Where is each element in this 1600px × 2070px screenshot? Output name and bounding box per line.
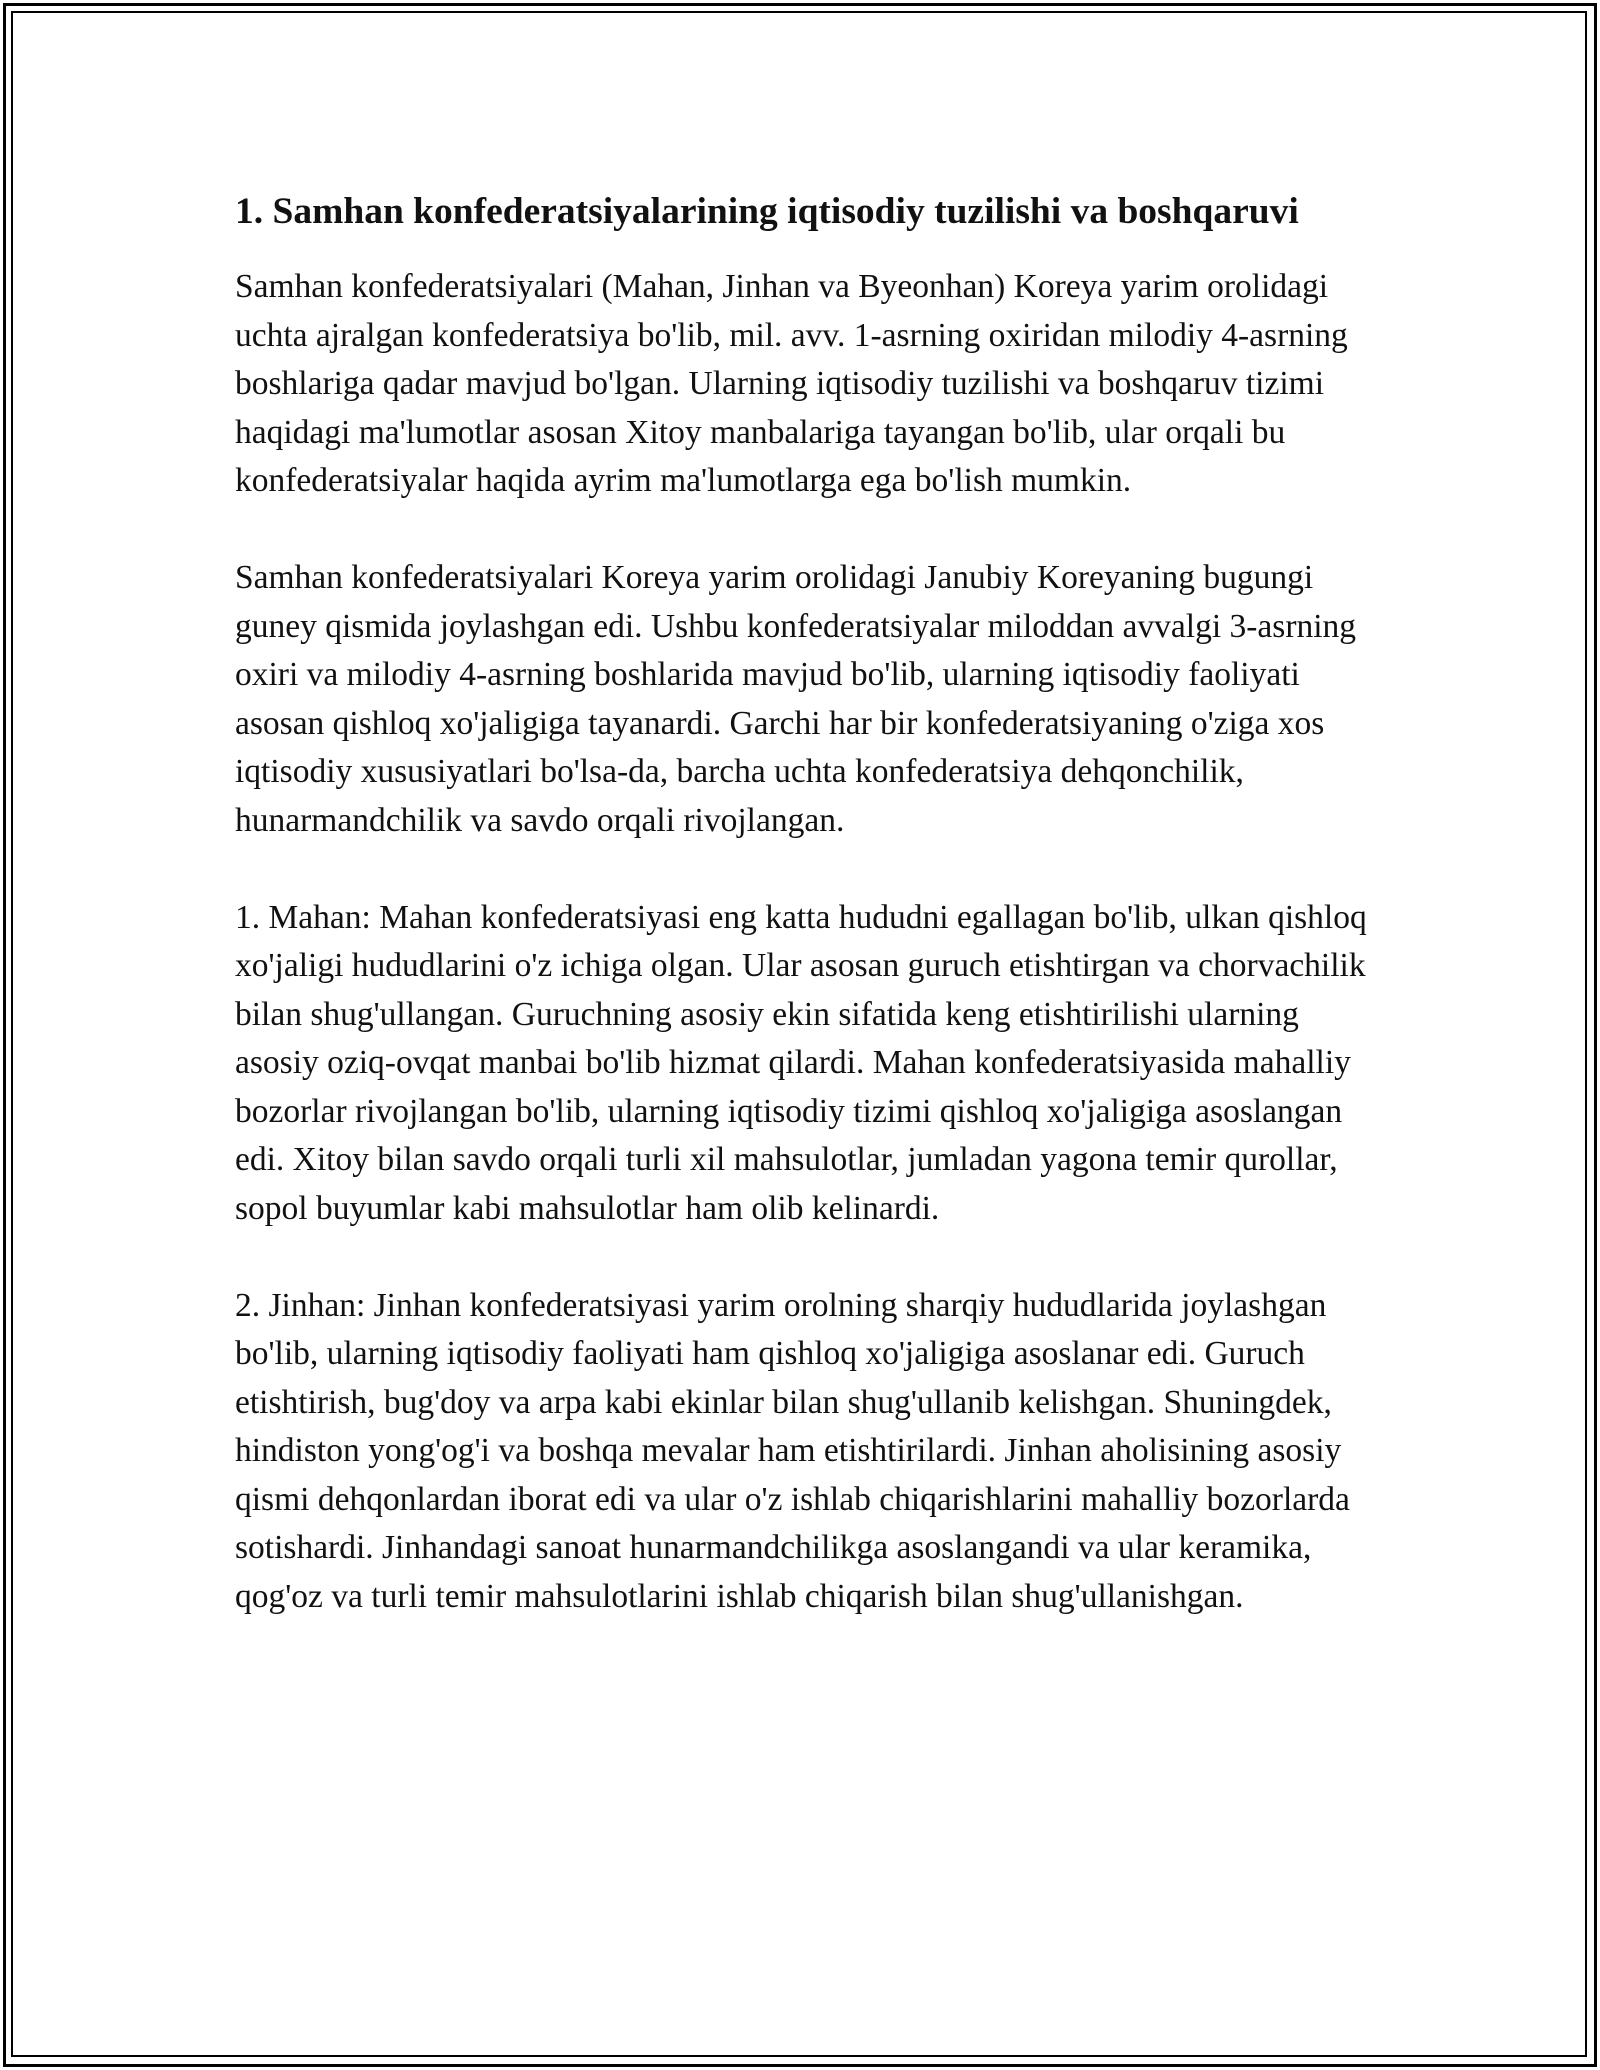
paragraph-mahan: 1. Mahan: Mahan konfederatsiyasi eng katta hududni egallagan bo'lib, ulkan qishloq xo'jaligi hududlarini o'z ichiga olgan. Ular asosan guruch etishtirgan va chorvachilik bilan shug'ullangan. Guruchning asosiy ekin sifatida keng etishtirilishi ularning asosiy oziq-ovqat manbai bo'lib hizmat qilardi. Mahan konfederatsiyasida mahalliy bozorlar rivojlangan bo'lib, ularning iqtisodiy tizimi qishloq xo'jaligiga asoslangan edi. Xitoy bilan savdo orqali turli xil mahsulotlar, jumladan yagona temir qurollar, sopol buyumlar kabi mahsulotlar ham olib kelinardi. bbox=[235, 898, 1367, 1227]
section-heading: 1. Samhan konfederatsiyalarining iqtisodiy tuzilishi va boshqaruvi bbox=[235, 191, 1299, 232]
paragraph-intro: Samhan konfederatsiyalari (Mahan, Jinhan va Byeonhan) Koreya yarim orolidagi uchta ajralgan konfederatsiya bo'lib, mil. avv. 1-asrning oxiridan milodiy 4-asrning boshlariga qadar mavjud bo'lgan. Ularning iqtisodiy tuzilishi va boshqaruv tizimi haqidagi ma'lumotlar asosan Xitoy manbalariga tayangan bo'lib, ular orqali bu konfederatsiyalar haqida ayrim ma'lumotlarga ega bo'lish mumkin. bbox=[235, 268, 1348, 499]
document-body bbox=[235, 185, 1385, 1670]
paragraph-location: Samhan konfederatsiyalari Koreya yarim orolidagi Janubiy Koreyaning bugungi guney qismida joylashgan edi. Ushbu konfederatsiyalar miloddan avvalgi 3-asrning oxiri va milodiy 4-asrning boshlarida mavjud bo'lib, ularning iqtisodiy faoliyati asosan qishloq xo'jaligiga tayanardi. Garchi har bir konfederatsiyaning o'ziga xos iqtisodiy xususiyatlari bo'lsa-da, barcha uchta konfederatsiya dehqonchilik, hunarmandchilik va savdo orqali rivojlangan. bbox=[235, 559, 1357, 839]
paragraph-jinhan: 2. Jinhan: Jinhan konfederatsiyasi yarim orolning sharqiy hududlarida joylashgan bo'lib, ularning iqtisodiy faoliyati ham qishloq xo'jaligiga asoslanar edi. Guruch etishtirish, bug'doy va arpa kabi ekinlar bilan shug'ullanib kelishgan. Shuningdek, hindiston yong'og'i va boshqa mevalar ham etishtirilardi. Jinhan aholisining asosiy qismi dehqonlardan iborat edi va ular o'z ishlab chiqarishlarini mahalliy bozorlarda sotishardi. Jinhandagi sanoat hunarmandchilikga asoslangandi va ular keramika, qog'oz va turli temir mahsulotlarini ishlab chiqarish bilan shug'ullanishgan. bbox=[235, 1286, 1350, 1615]
